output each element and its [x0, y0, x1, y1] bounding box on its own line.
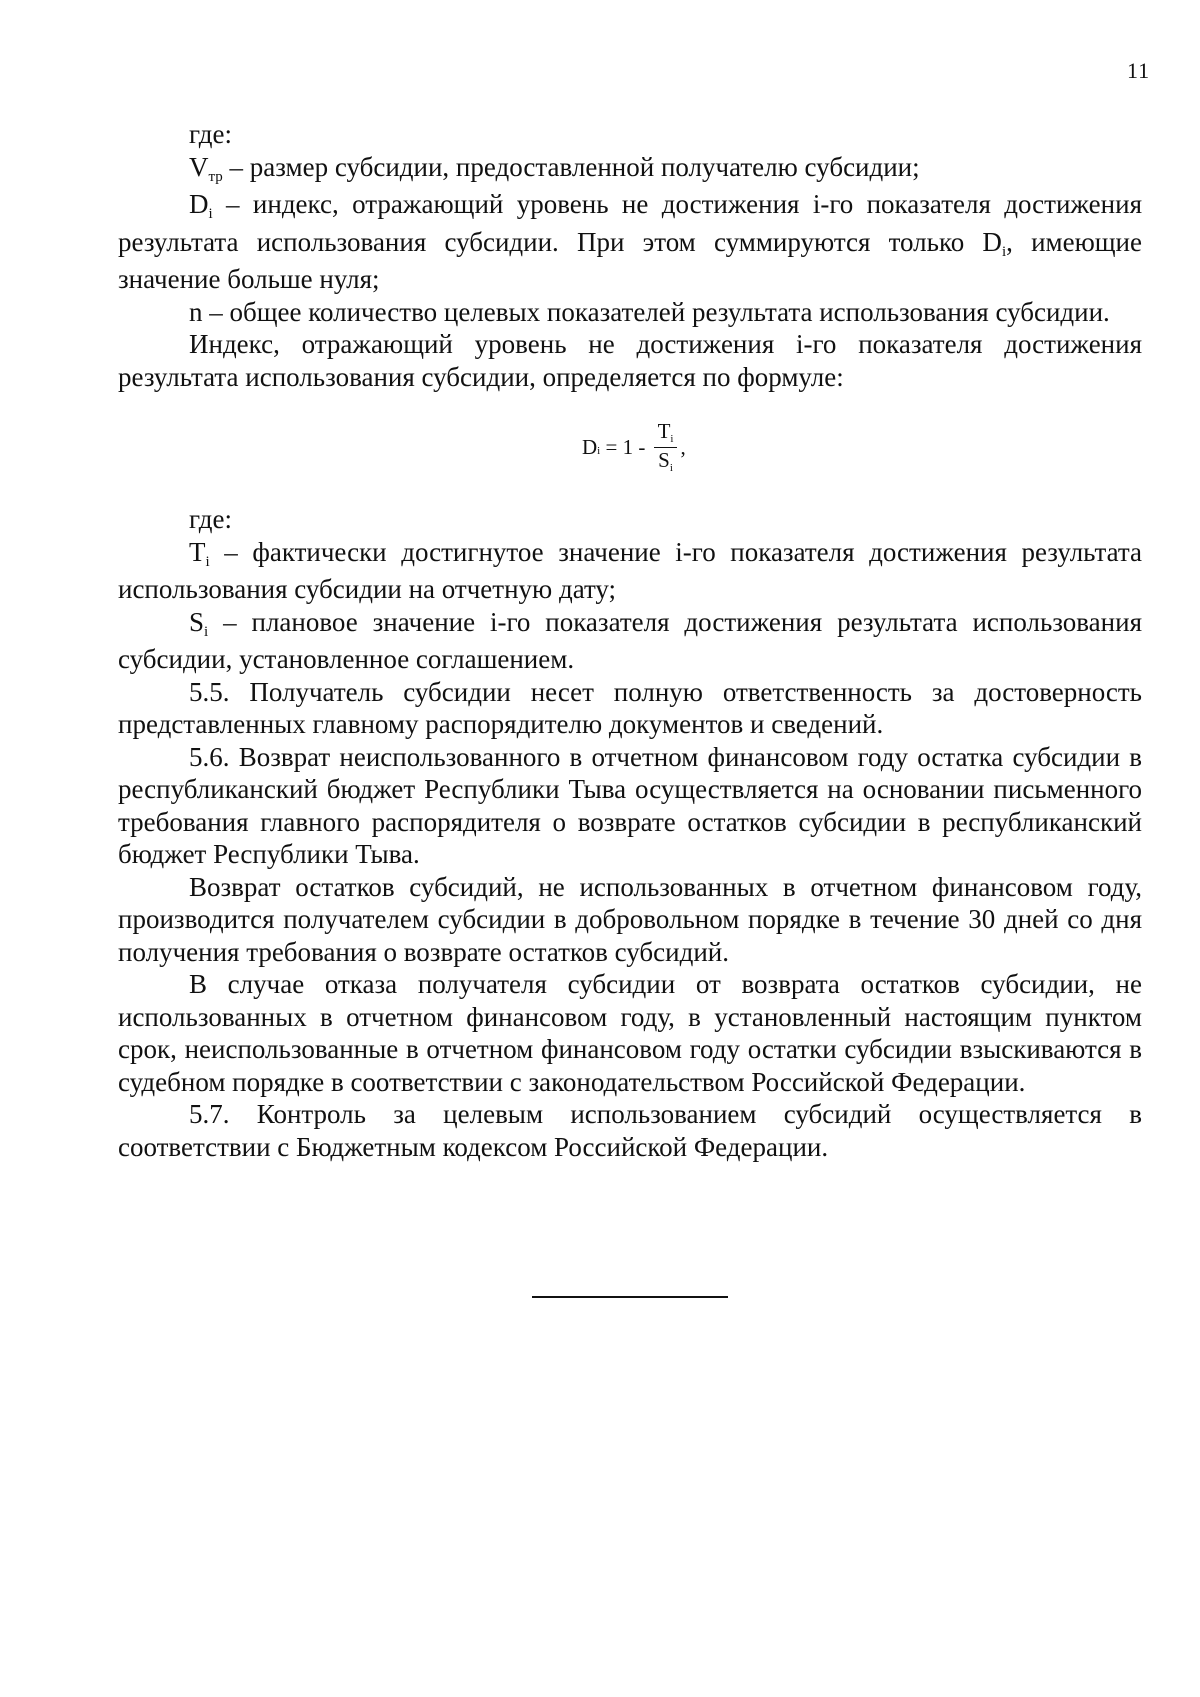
ti-subscript: i: [205, 553, 210, 570]
definition-vtr: [118, 151, 1142, 189]
si-symbol: S: [189, 606, 205, 637]
ti-text: – фактически достигнутое значение i-го показателя достижения результата использования субсидии на отчетную дату;: [118, 536, 1142, 604]
paragraph-refusal: В случае отказа получателя субсидии от возврата остатков субсидии, не использованных в отчетном финансовом году, в установленный настоящим пунктом срок, неиспользованные в отчетном финансовом году остатки субсидии взыскиваются в судебном порядке в соответствии с законодательством Российской Федерации.: [118, 969, 1142, 1097]
definition-n: n – общее количество целевых показателей результата использования субсидии.: [189, 296, 1110, 327]
where-label-2: где:: [189, 504, 232, 534]
di-text-2: , имеющие значение больше нуля;: [118, 226, 1142, 294]
definition-di: [118, 188, 1142, 296]
di-subscript-2: i: [1001, 243, 1007, 260]
formula: [118, 393, 1142, 503]
vtr-symbol: V: [189, 151, 209, 182]
definition-si: [118, 606, 1142, 676]
numerator-subscript: i: [670, 433, 674, 445]
formula-comma: ,: [680, 435, 686, 460]
formula-equals: = 1 -: [600, 435, 651, 460]
formula-lhs: D: [582, 435, 598, 460]
si-subscript: i: [204, 623, 209, 640]
page-number: 11: [1127, 58, 1151, 83]
paragraph-5-6: 5.6. Возврат неиспользованного в отчетном финансовом году остатка субсидии в республиканский бюджет Республики Тыва осуществляется на основании письменного требования главного распорядителя о возврате остатков субсидии в республиканский бюджет Республики Тыва.: [118, 741, 1142, 869]
numerator-symbol: T: [657, 419, 671, 443]
where-label: где:: [189, 119, 232, 149]
di-subscript: i: [208, 206, 213, 222]
vtr-text: – размер субсидии, предоставленной получателю субсидии;: [222, 151, 920, 182]
formula-expression: [582, 419, 686, 476]
document-body: [118, 118, 1142, 1163]
denominator-subscript: i: [669, 462, 673, 474]
paragraph-return: Возврат остатков субсидий, не использованных в отчетном финансовом году, производится получателем субсидии в добровольном порядке в течение 30 дней со дня получения требования о возврате остатков субсидий.: [118, 871, 1142, 967]
formula-lhs-subscript: i: [597, 445, 601, 458]
formula-numerator: [654, 419, 678, 448]
denominator-symbol: S: [658, 448, 670, 472]
vtr-subscript: тр: [208, 168, 223, 185]
definition-ti: [118, 536, 1142, 606]
si-text: – плановое значение i-го показателя достижения результата использования субсидии, установленное соглашением.: [118, 606, 1142, 674]
paragraph-5-5: 5.5. Получатель субсидии несет полную ответственность за достоверность представленных главному распорядителю документов и сведений.: [118, 676, 1142, 739]
formula-denominator: [658, 448, 673, 476]
paragraph-5-7: 5.7. Контроль за целевым использованием субсидий осуществляется в соответствии с Бюджетным кодексом Российской Федерации.: [118, 1099, 1142, 1162]
formula-fraction: [654, 419, 678, 476]
di-symbol: D: [189, 189, 209, 219]
end-divider-line: [532, 1296, 728, 1298]
di-text-1: – индекс, отражающий уровень не достижения i-го показателя достижения результата использования субсидии. При этом суммируются только D: [118, 189, 1142, 257]
index-intro: Индекс, отражающий уровень не достижения i-го показателя достижения результата использования субсидии, определяется по формуле:: [118, 329, 1142, 392]
ti-symbol: T: [189, 536, 206, 567]
